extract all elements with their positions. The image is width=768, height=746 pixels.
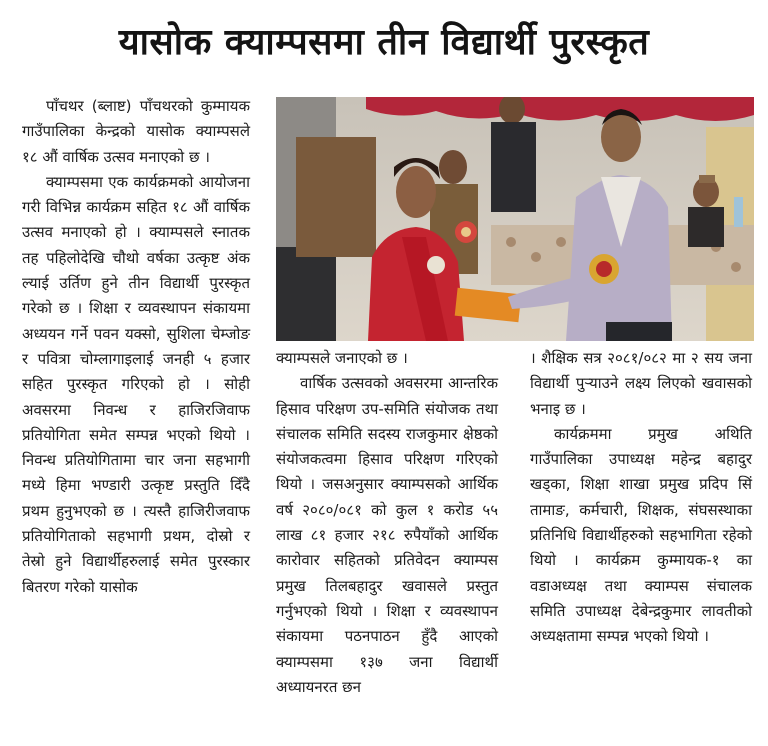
article-column-1 bbox=[22, 94, 250, 600]
award-ceremony-photo bbox=[276, 97, 754, 341]
column-2-paragraph-2: वार्षिक उत्सवको अवसरमा आन्तरिक हिसाव परिक्षण उप-समिति संयोजक तथा संचालक समिति सदस्य राजकुमार क्षेष्ठको संयोजकत्वमा हिसाव परिक्षण गरिएको थियो । जसअनुसार क्याम्पसको आर्थिक वर्ष २०८०/०८१ को कुल १ करोड ५५ लाख ८१ हजार २१८ रुपैयाँको आर्थिक कारोवार सहितको प्रतिवेदन क्याम्पस प्रमुख तिलबहादुर खवासले प्रस्तुत गर्नुभएको थियो । शिक्षा र व्यवस्थापन संकायमा पठनपाठन हुँदै आएको क्याम्पसमा १३७ जना विद्यार्थी अध्यायनरत छन bbox=[276, 374, 498, 696]
article-column-2 bbox=[276, 346, 498, 700]
photo-illustration bbox=[276, 97, 754, 341]
headline: यासोक क्याम्पसमा तीन विद्यार्थी पुरस्कृत bbox=[118, 22, 650, 63]
column-3-paragraph-1: । शैक्षिक सत्र २०८१/०८२ मा २ सय जना विद्यार्थी पुऱ्याउने लक्ष्य लिएको खवासको भनाइ छ । bbox=[530, 349, 752, 418]
column-3-paragraph-2: कार्यक्रममा प्रमुख अथिति गाउँपालिका उपाध्यक्ष महेन्द्र बहादुर खड्का, शिक्षा शाखा प्रमुख प्रदिप सिं तामाङ, कर्मचारी, शिक्षक, संघसस्थाका प्रतिनिधि विद्यार्थीहरुको सहभागिता रहेको थियो । कार्यक्रम कुम्मायक-१ का वडाअध्यक्ष तथा क्याम्पस संचालक समिति उपाध्यक्ष देबेन्द्रकुमार लावतीको अध्यक्षतामा सम्पन्न भएको थियो । bbox=[530, 424, 752, 646]
column-1-paragraph-2: क्याम्पसमा एक कार्यक्रमको आयोजना गरी विभिन्न कार्यक्रम सहित १८ औं वार्षिक उत्सव मनाएको हो । क्याम्पसले स्नातक तह पहिलोदेखि चौथो वर्षका उत्कृष्ट अंक ल्याई उर्तिण हुने तीन विद्यार्थी पुरस्कृत गरेको छ । शिक्षा र व्यवस्थापन संकायमा अध्ययन गर्ने पवन यक्सो, सुशिला चेम्जोङ र पवित्रा चोम्लागाइलाई जनही ५ हजार सहित पुरस्कृत गरिएको हो । सोही अवसरमा निवन्ध र हाजिरजिवाफ प्रतियोगिता समेत सम्पन्न भएको थियो । निवन्ध प्रतियोगितामा चार जना सहभागी मध्ये हिमा भण्डारी उत्कृष्ट प्रस्तुति दिँदै प्रथम हुनुभएको छ । त्यस्तै हाजिरीजवाफ प्रतियोगिताको सहभागी प्रथम, दोस्रो र तेस्रो हुने विद्यार्थीहरुलाई समेत पुरस्कार बितरण गरेको यासोक bbox=[22, 172, 250, 596]
article-column-3 bbox=[530, 346, 752, 650]
column-1-paragraph-1: पाँचथर (ब्लाष्ट) पाँचथरको कुम्मायक गाउँपालिका केन्द्रको यासोक क्याम्पसले १८ औं वार्षिक उत्सव मनाएको छ । bbox=[22, 97, 250, 166]
column-2-paragraph-1: क्याम्पसले जनाएको छ । bbox=[276, 349, 408, 367]
